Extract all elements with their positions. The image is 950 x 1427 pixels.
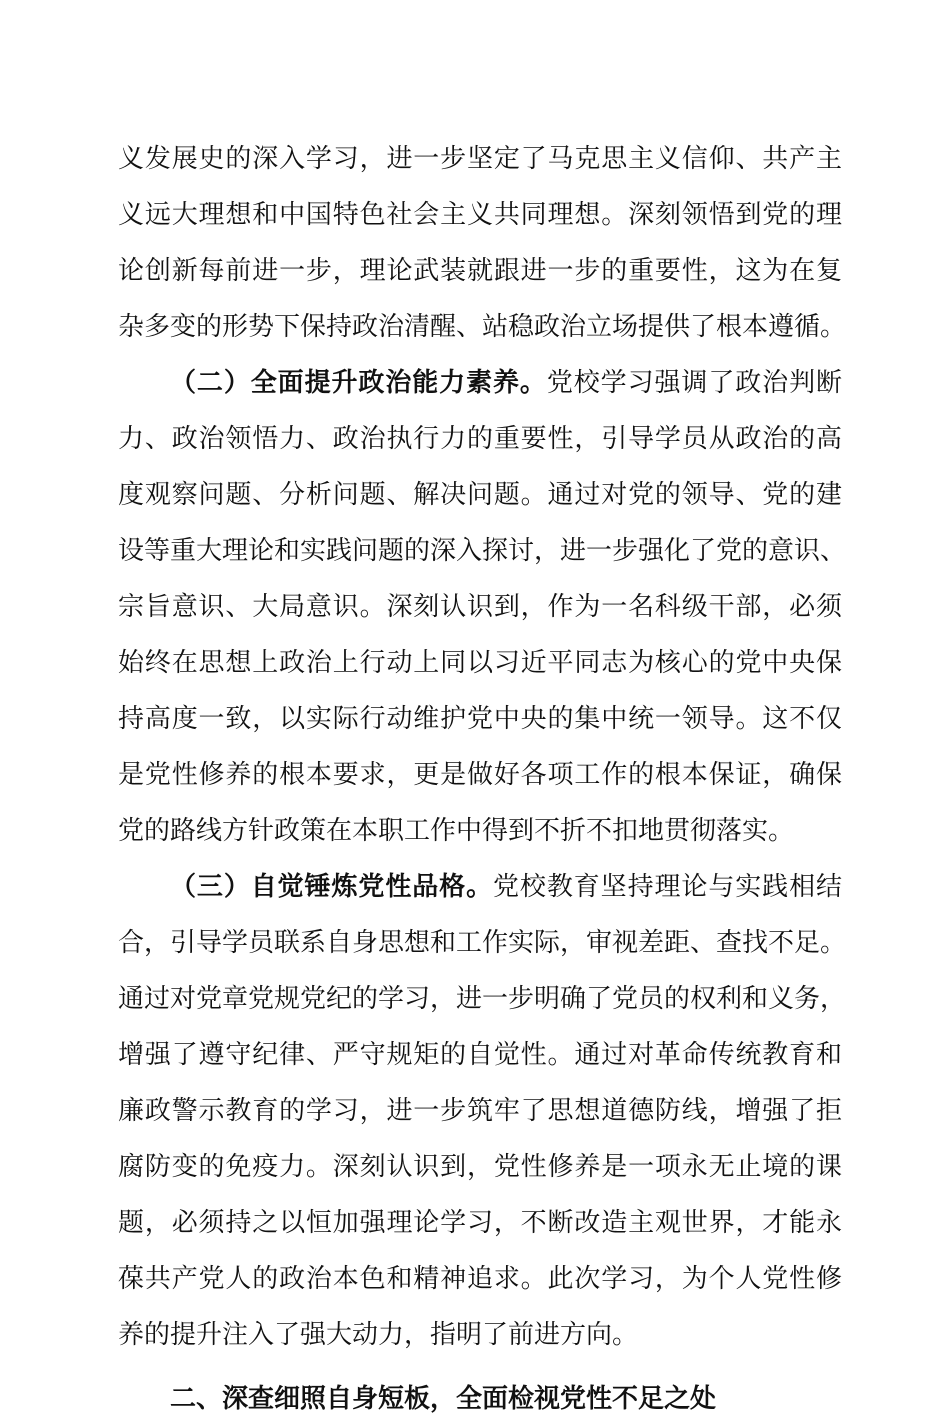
- text-line: 力、政治领悟力、政治执行力的重要性，引导学员从政治的高: [118, 424, 842, 454]
- text-line: 始终在思想上政治上行动上同以习近平同志为核心的党中央保: [118, 648, 842, 678]
- subsection-title: （二）全面提升政治能力素养。: [170, 368, 547, 398]
- text-line: [118, 355, 842, 411]
- document-body: [118, 131, 847, 1427]
- paragraph-political-ability: [118, 355, 847, 859]
- text-line: 设等重大理论和实践问题的深入探讨，进一步强化了党的意识、: [118, 536, 847, 566]
- text-line: 题，必须持之以恒加强理论学习，不断改造主观世界，才能永: [118, 1208, 842, 1238]
- paragraph-party-character: [118, 859, 847, 1363]
- text-span: 党校学习强调了政治判断: [546, 368, 842, 398]
- text-line: 度观察问题、分析问题、解决问题。通过对党的领导、党的建: [118, 480, 842, 510]
- text-line: 葆共产党人的政治本色和精神追求。此次学习，为个人党性修: [118, 1264, 842, 1294]
- text-line: 论创新每前进一步，理论武装就跟进一步的重要性，这为在复: [118, 256, 842, 286]
- text-line: 宗旨意识、大局意识。深刻认识到，作为一名科级干部，必须: [118, 592, 842, 622]
- text-line: 腐防变的免疫力。深刻认识到，党性修养是一项永无止境的课: [118, 1152, 842, 1182]
- text-line: 是党性修养的根本要求，更是做好各项工作的根本保证，确保: [118, 760, 842, 790]
- text-line: [118, 859, 842, 915]
- text-line: 党的路线方针政策在本职工作中得到不折不扣地贯彻落实。: [118, 816, 795, 846]
- text-span: 党校教育坚持理论与实践相结: [493, 872, 842, 902]
- subsection-title: （三）自觉锤炼党性品格。: [170, 872, 493, 902]
- text-line: 合，引导学员联系自身思想和工作实际，审视差距、查找不足。: [118, 928, 847, 958]
- text-line: 持高度一致，以实际行动维护党中央的集中统一领导。这不仅: [118, 704, 842, 734]
- text-line: 廉政警示教育的学习，进一步筑牢了思想道德防线，增强了拒: [118, 1096, 842, 1126]
- text-line: 通过对党章党规党纪的学习，进一步明确了党员的权利和义务，: [118, 984, 847, 1014]
- text-line: 养的提升注入了强大动力，指明了前进方向。: [118, 1320, 639, 1350]
- section-heading: 二、深查细照自身短板，全面检视党性不足之处: [170, 1384, 717, 1414]
- paragraph-continuation: [118, 131, 847, 355]
- text-line: 义远大理想和中国特色社会主义共同理想。深刻领悟到党的理: [118, 200, 842, 230]
- text-line: 增强了遵守纪律、严守规矩的自觉性。通过对革命传统教育和: [118, 1040, 842, 1070]
- text-line: 义发展史的深入学习，进一步坚定了马克思主义信仰、共产主: [118, 144, 842, 174]
- text-line: 杂多变的形势下保持政治清醒、站稳政治立场提供了根本遵循。: [118, 312, 847, 342]
